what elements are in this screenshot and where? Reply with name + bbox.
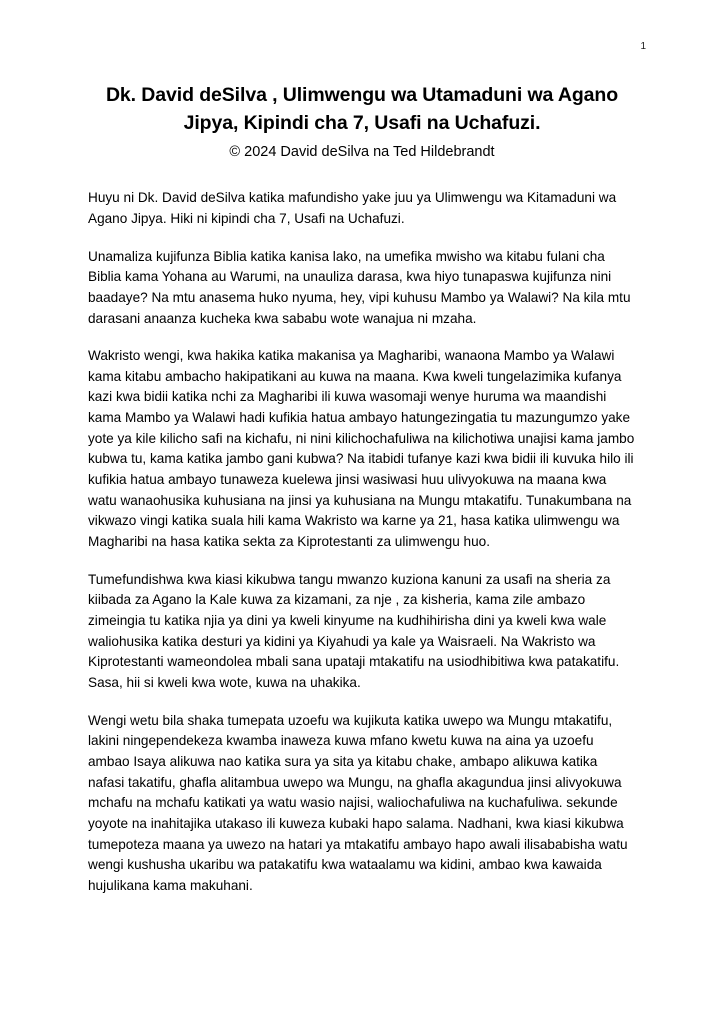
copyright-line: © 2024 David deSilva na Ted Hildebrandt xyxy=(229,144,495,161)
paragraph-4: Tumefundishwa kwa kiasi kikubwa tangu mwanzo kuziona kanuni za usafi na sheria za kiibada za Agano la Kale kuwa za kizamani, za nje , za kisheria, kama zile ambazo zimeingia tu katika njia ya dini ya kweli kinyume na kudhihirisha dini ya kweli kwa wale waliohusika katika desturi ya kidini ya Kiyahudi ya kale ya Waisraeli. Na Wakristo wa Kiprotestanti wameondolea mbali sana upataji mtakatifu na usiodhibitiwa kwa patakatifu. Sasa, hii si kweli kwa wote, kuwa na uhakika. xyxy=(88,571,620,690)
page-title: Dk. David deSilva , Ulimwengu wa Utamaduni wa Agano Jipya, Kipindi cha 7, Usafi na Uchafuzi. xyxy=(105,84,619,134)
paragraph-1: Huyu ni Dk. David deSilva katika mafundisho yake juu ya Ulimwengu wa Kitamaduni wa Agano Jipya. Hiki ni kipindi cha 7, Usafi na Uchafuzi. xyxy=(88,190,617,226)
paragraph-5: Wengi wetu bila shaka tumepata uzoefu wa kujikuta katika uwepo wa Mungu mtakatifu, lakini ningependekeza kwamba inaweza kuwa mfano kwetu kuwa na aina ya uzoefu ambao Isaya alikuwa nao katika sura ya sita ya kitabu chake, ambapo alikuwa katika nafasi takatifu, ghafla alitambua uwepo wa Mungu, na ghafla akagundua jinsi alivyokuwa mchafu na mchafu katikati ya watu wasio najisi, waliochafuliwa na kuchafuliwa. sekunde yoyote na inahitajika utakaso ili kuweza kubaki hapo salama. Nadhani, kwa kiasi kikubwa tumepoteza maana ya uwezo na hatari ya mtakatifu ambayo hapo awali ilisababisha watu wengi kushusha ukaribu wa patakatifu kwa wataalamu wa kidini, ambao kwa kawaida hujulikana kama makuhani. xyxy=(88,712,628,893)
page-number: 1 xyxy=(640,41,646,52)
paragraph-2: Unamaliza kujifunza Biblia katika kanisa lako, na umefika mwisho wa kitabu fulani cha Biblia kama Yohana au Warumi, na unauliza darasa, kwa hiyo tunapaswa kujifunza nini baadaye? Na mtu anasema huko nyuma, hey, vipi kuhusu Mambo ya Walawi? Na kila mtu darasani anaanza kucheka kwa sababu wote wanajua ni mzaha. xyxy=(88,248,631,326)
paragraph-3: Wakristo wengi, kwa hakika katika makanisa ya Magharibi, wanaona Mambo ya Walawi kama kitabu ambacho hakipatikani au kuwa na maana. Kwa kweli tungelazimika kufanya kazi kwa bidii katika nchi za Magharibi ili kuwa wasomaji wenye huruma wa maandishi kama Mambo ya Walawi hadi kufikia hatua ambayo hatungezingatia tu mazungumzo yake yote ya kile kilicho safi na kichafu, ni nini kilichochafuliwa na kilichotiwa unajisi kama jambo kubwa tu, kama katika jambo gani kubwa? Na itabidi tufanye kazi kwa bidii ili kuvuka hilo ili kufikia hatua ambayo tunaweza kuelewa jinsi wasiwasi huu ulivyokuwa na maana kwa watu wanaohusika kuhusiana na jinsi ya kuhusiana na Mungu mtakatifu. Tunakumbana na vikwazo vingi katika suala hili kama Wakristo wa karne ya 21, hasa katika ulimwengu wa Magharibi na hasa katika sekta za Kiprotestanti za ulimwengu huo. xyxy=(88,348,635,550)
document-content xyxy=(88,82,636,897)
